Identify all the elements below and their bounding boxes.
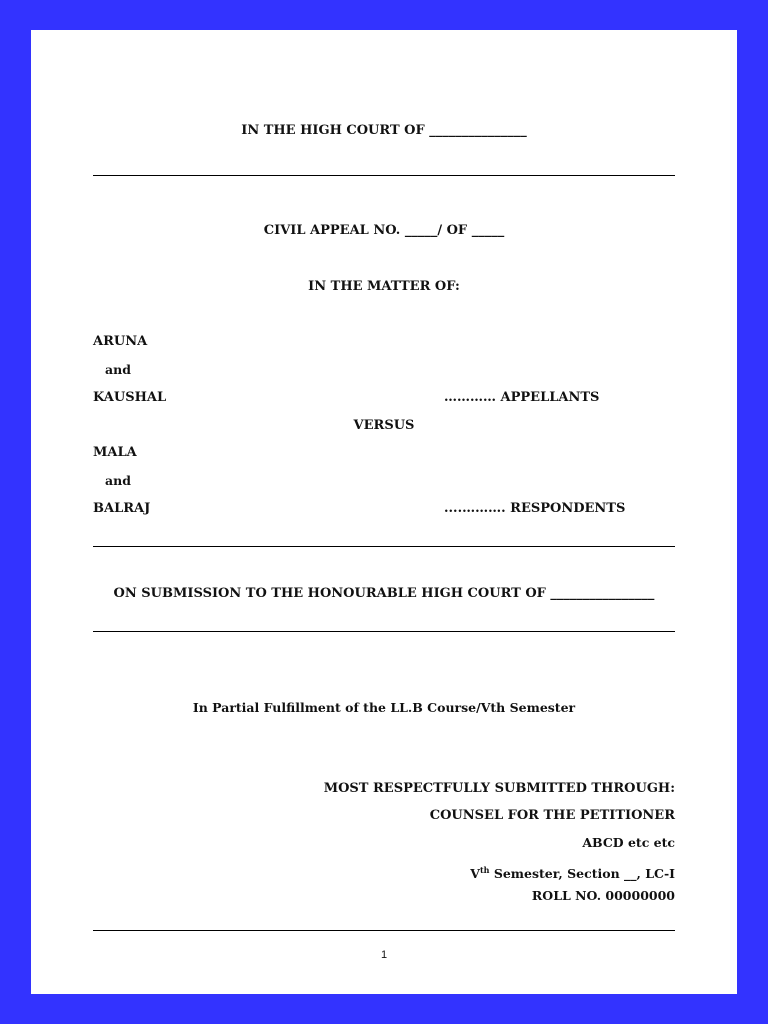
fulfillment-line: In Partial Fulfillment of the LL.B Course/Vth Semester xyxy=(192,700,576,715)
appellants-label: ………… APPELLANTS xyxy=(444,390,600,405)
respondents-and: and xyxy=(105,473,131,488)
in-the-matter-of: IN THE MATTER OF: xyxy=(308,279,460,294)
divider-rule-1 xyxy=(93,175,675,176)
respondent-mala: MALA xyxy=(93,445,137,460)
semester-superscript: th xyxy=(479,865,490,875)
appellant-aruna: ARUNA xyxy=(93,334,148,349)
counsel-line: COUNSEL FOR THE PETITIONER xyxy=(429,808,675,823)
versus-label: VERSUS xyxy=(353,418,415,433)
civil-appeal-number: CIVIL APPEAL NO. _____/ OF _____ xyxy=(263,223,505,238)
respondent-balraj: BALRAJ xyxy=(93,501,151,516)
roll-number: ROLL NO. 00000000 xyxy=(531,888,675,903)
semester-section-line xyxy=(470,862,675,882)
divider-rule-2 xyxy=(93,546,675,547)
semester-rest: Semester, Section __, LC-I xyxy=(489,866,675,882)
appellant-kaushal: KAUSHAL xyxy=(93,390,167,405)
page-number: 1 xyxy=(380,949,388,961)
appellants-and: and xyxy=(105,362,131,377)
submitted-through-heading: MOST RESPECTFULLY SUBMITTED THROUGH: xyxy=(323,781,675,796)
document-page xyxy=(31,30,737,994)
divider-rule-3 xyxy=(93,631,675,632)
submission-line: ON SUBMISSION TO THE HONOURABLE HIGH COURT OF ________________ xyxy=(113,586,655,601)
counsel-name: ABCD etc etc xyxy=(582,835,675,850)
semester-numeral: V xyxy=(470,866,480,882)
divider-rule-4 xyxy=(93,930,675,931)
court-title: IN THE HIGH COURT OF _______________ xyxy=(241,123,527,138)
respondents-label: ....………. RESPONDENTS xyxy=(444,501,626,516)
